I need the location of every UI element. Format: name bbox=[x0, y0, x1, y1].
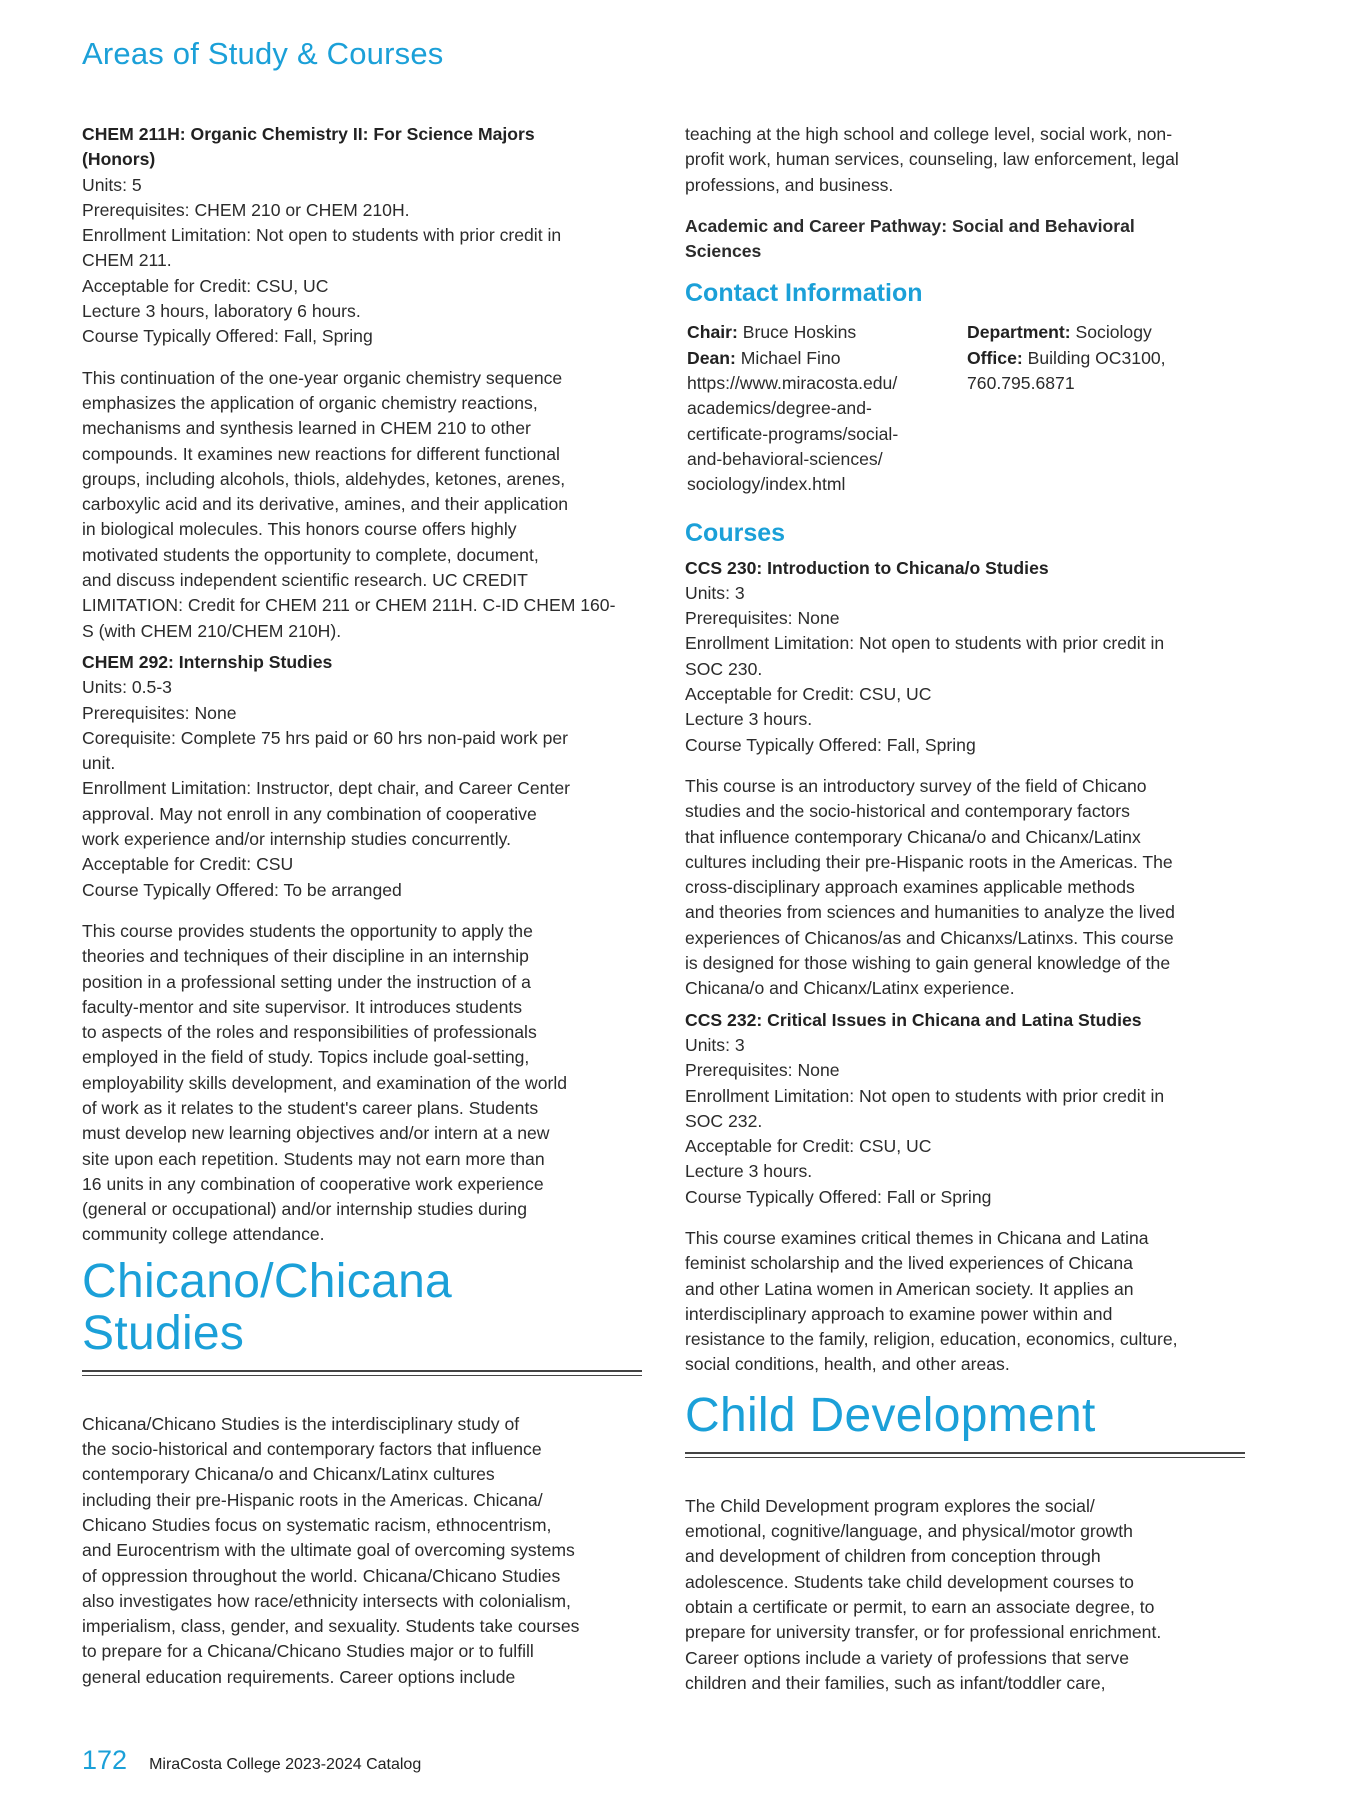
text-line: Chicano Studies focus on systematic racism, ethnocentrism, bbox=[82, 1514, 552, 1535]
text-line: and other Latina women in American society. It applies an bbox=[685, 1278, 1134, 1299]
text-line: emotional, cognitive/language, and physical/motor growth bbox=[685, 1521, 1133, 1542]
text-line: Enrollment Limitation: Instructor, dept chair, and Career Center bbox=[82, 778, 570, 799]
text-line: SOC 230. bbox=[685, 658, 763, 679]
text-line: that influence contemporary Chicana/o and Chicanx/Latinx bbox=[685, 826, 1141, 847]
text-line: of oppression throughout the world. Chicana/Chicano Studies bbox=[82, 1565, 561, 1586]
text-line: SOC 232. bbox=[685, 1110, 763, 1131]
text-line: work experience and/or internship studies concurrently. bbox=[82, 829, 511, 850]
running-head: Areas of Study & Courses bbox=[82, 36, 444, 71]
text-line: theories and techniques of their discipline in an internship bbox=[82, 946, 529, 967]
text-line: resistance to the family, religion, education, economics, culture, bbox=[685, 1329, 1178, 1350]
text-line: in biological molecules. This honors course offers highly bbox=[82, 519, 517, 540]
text-line: adolescence. Students take child development courses to bbox=[685, 1571, 1134, 1592]
text-line: also investigates how race/ethnicity intersects with colonialism, bbox=[82, 1590, 571, 1611]
text-line: LIMITATION: Credit for CHEM 211 or CHEM 211H. C-ID CHEM 160- bbox=[82, 595, 616, 616]
text-line: This course provides students the opportunity to apply the bbox=[82, 920, 533, 941]
office-location: Building OC3100, bbox=[1027, 347, 1166, 368]
course-description-ccs232 bbox=[685, 1226, 1245, 1378]
section-title-child-development bbox=[685, 1390, 1245, 1442]
text-line: unit. bbox=[82, 753, 116, 774]
text-line: CHEM 292: Internship Studies bbox=[82, 651, 333, 672]
text-line: studies and the socio-historical and contemporary factors bbox=[685, 801, 1130, 822]
text-line: Course Typically Offered: Fall or Spring bbox=[685, 1186, 992, 1207]
course-details-ccs230 bbox=[685, 581, 1245, 758]
text-line: CCS 232: Critical Issues in Chicana and Latina Studies bbox=[685, 1009, 1142, 1030]
text-line: must develop new learning objectives and/or intern at a new bbox=[82, 1123, 550, 1144]
text-line: sociology/index.html bbox=[687, 474, 846, 495]
text-line: CHEM 211H: Organic Chemistry II: For Science Majors bbox=[82, 124, 535, 144]
text-line: certificate-programs/social- bbox=[687, 423, 899, 444]
course-title-chem211h bbox=[82, 122, 642, 173]
chair-label: Chair: bbox=[687, 322, 738, 343]
course-description-chem211h bbox=[82, 366, 642, 644]
text-line: https://www.miracosta.edu/ bbox=[687, 373, 898, 394]
office-label: Office: bbox=[967, 347, 1023, 368]
course-description-ccs230 bbox=[685, 774, 1245, 1002]
course-details-ccs232 bbox=[685, 1033, 1245, 1210]
course-details-chem211h bbox=[82, 173, 642, 350]
text-line: and theories from sciences and humanities to analyze the lived bbox=[685, 902, 1175, 923]
text-line: cross-disciplinary approach examines applicable methods bbox=[685, 877, 1135, 898]
page-footer bbox=[82, 1745, 421, 1776]
text-line: Units: 0.5-3 bbox=[82, 677, 172, 698]
text-line: cultures including their pre-Hispanic roots in the Americas. The bbox=[685, 851, 1173, 872]
text-line: Acceptable for Credit: CSU, UC bbox=[82, 275, 329, 296]
text-line: social conditions, health, and other areas. bbox=[685, 1354, 1010, 1375]
text-line: This course is an introductory survey of the field of Chicano bbox=[685, 775, 1147, 796]
text-line: faculty-mentor and site supervisor. It introduces students bbox=[82, 996, 523, 1017]
text-line: Academic and Career Pathway: Social and Behavioral bbox=[685, 215, 1135, 236]
text-line: Studies bbox=[82, 1306, 245, 1360]
contact-information bbox=[685, 320, 1245, 497]
text-line: Career options include a variety of professions that serve bbox=[685, 1647, 1129, 1668]
text-line: 16 units in any combination of cooperative work experience bbox=[82, 1173, 544, 1194]
text-line: This continuation of the one-year organic chemistry sequence bbox=[82, 367, 563, 388]
text-line: Child Development bbox=[685, 1388, 1096, 1442]
left-column bbox=[82, 122, 642, 1690]
text-line: general education requirements. Career options include bbox=[82, 1666, 516, 1687]
text-line: Enrollment Limitation: Not open to students with prior credit in bbox=[82, 225, 562, 246]
text-line: Chicano/Chicana bbox=[82, 1254, 453, 1308]
text-line: and Eurocentrism with the ultimate goal of overcoming systems bbox=[82, 1540, 575, 1561]
text-line: Prerequisites: None bbox=[685, 608, 840, 629]
text-line: academics/degree-and- bbox=[687, 398, 872, 419]
course-details-chem292 bbox=[82, 675, 642, 903]
text-line: Prerequisites: CHEM 210 or CHEM 210H. bbox=[82, 199, 410, 220]
text-line: CCS 230: Introduction to Chicana/o Studies bbox=[685, 557, 1049, 578]
department-row bbox=[967, 320, 1207, 345]
text-line: Enrollment Limitation: Not open to students with prior credit in bbox=[685, 1085, 1165, 1106]
department-label: Department: bbox=[967, 322, 1071, 343]
text-line: approval. May not enroll in any combination of cooperative bbox=[82, 803, 537, 824]
text-line: Lecture 3 hours. bbox=[685, 709, 813, 730]
contact-left bbox=[687, 320, 943, 497]
text-line: to aspects of the roles and responsibilities of professionals bbox=[82, 1022, 537, 1043]
text-line: including their pre-Hispanic roots in the Americas. Chicana/ bbox=[82, 1489, 543, 1510]
text-line: professions, and business. bbox=[685, 174, 894, 195]
text-line: Prerequisites: None bbox=[685, 1060, 840, 1081]
text-line: children and their families, such as infant/toddler care, bbox=[685, 1672, 1106, 1693]
text-line: S (with CHEM 210/CHEM 210H). bbox=[82, 620, 342, 641]
program-intro-continued bbox=[685, 122, 1245, 198]
text-line: to prepare for a Chicana/Chicano Studies major or to fulfill bbox=[82, 1641, 534, 1662]
text-line: of work as it relates to the student's career plans. Students bbox=[82, 1097, 539, 1118]
text-line: Course Typically Offered: Fall, Spring bbox=[82, 326, 373, 347]
text-line: Units: 3 bbox=[685, 1034, 745, 1055]
right-column bbox=[685, 122, 1245, 1696]
text-line: and development of children from conception through bbox=[685, 1546, 1101, 1567]
text-line: compounds. It examines new reactions for different functional bbox=[82, 443, 560, 464]
course-title-chem292 bbox=[82, 650, 642, 675]
text-line: CHEM 211. bbox=[82, 250, 172, 271]
text-line: Acceptable for Credit: CSU, UC bbox=[685, 1136, 932, 1157]
catalog-name: MiraCosta College 2023-2024 Catalog bbox=[149, 1756, 422, 1773]
text-line: Acceptable for Credit: CSU, UC bbox=[685, 684, 932, 705]
text-line: Chicana/o and Chicanx/Latinx experience. bbox=[685, 978, 1015, 999]
dean-label: Dean: bbox=[687, 347, 736, 368]
page-number: 172 bbox=[82, 1745, 128, 1775]
text-line: is designed for those wishing to gain general knowledge of the bbox=[685, 953, 1171, 974]
text-line: emphasizes the application of organic chemistry reactions, bbox=[82, 392, 538, 413]
text-line: interdisciplinary approach to examine power within and bbox=[685, 1303, 1113, 1324]
department-url-link[interactable] bbox=[687, 371, 943, 497]
text-line: Units: 5 bbox=[82, 174, 142, 195]
text-line: Lecture 3 hours. bbox=[685, 1161, 813, 1182]
text-line: and-behavioral-sciences/ bbox=[687, 448, 883, 469]
course-title-ccs230 bbox=[685, 556, 1245, 581]
text-line: Course Typically Offered: To be arranged bbox=[82, 879, 402, 900]
text-line: Units: 3 bbox=[685, 582, 745, 603]
chair-row bbox=[687, 320, 943, 345]
office-phone: 760.795.6871 bbox=[967, 373, 1075, 394]
contact-right bbox=[967, 320, 1207, 497]
text-line: employed in the field of study. Topics include goal-setting, bbox=[82, 1047, 530, 1068]
chair-name: Bruce Hoskins bbox=[742, 322, 857, 343]
section-divider bbox=[685, 1452, 1245, 1458]
text-line: The Child Development program explores the social/ bbox=[685, 1495, 1095, 1516]
text-line: Chicana/Chicano Studies is the interdisciplinary study of bbox=[82, 1413, 520, 1434]
text-line: teaching at the high school and college level, social work, non- bbox=[685, 124, 1173, 144]
career-pathway bbox=[685, 214, 1245, 265]
text-line: Acceptable for Credit: CSU bbox=[82, 854, 294, 875]
dean-name: Michael Fino bbox=[740, 347, 841, 368]
text-line: (general or occupational) and/or internship studies during bbox=[82, 1199, 527, 1220]
dean-row bbox=[687, 346, 943, 371]
text-line: the socio-historical and contemporary factors that influence bbox=[82, 1439, 542, 1460]
text-line: groups, including alcohols, thiols, aldehydes, ketones, arenes, bbox=[82, 468, 566, 489]
department-name: Sociology bbox=[1075, 322, 1152, 343]
text-line: Enrollment Limitation: Not open to students with prior credit in bbox=[685, 633, 1165, 654]
text-line: position in a professional setting under the instruction of a bbox=[82, 971, 531, 992]
text-line: and discuss independent scientific research. UC CREDIT bbox=[82, 570, 528, 591]
text-line: motivated students the opportunity to complete, document, bbox=[82, 544, 539, 565]
text-line: Prerequisites: None bbox=[82, 702, 237, 723]
course-title-ccs232 bbox=[685, 1008, 1245, 1033]
text-line: carboxylic acid and its derivative, amines, and their application bbox=[82, 494, 569, 515]
text-line: mechanisms and synthesis learned in CHEM 210 to other bbox=[82, 418, 531, 439]
text-line: Corequisite: Complete 75 hrs paid or 60 hrs non-paid work per bbox=[82, 727, 569, 748]
text-line: prepare for university transfer, or for professional enrichment. bbox=[685, 1622, 1162, 1643]
text-line: Course Typically Offered: Fall, Spring bbox=[685, 734, 976, 755]
program-intro-chicano-studies bbox=[82, 1412, 642, 1690]
text-line: experiences of Chicanos/as and Chicanxs/Latinxs. This course bbox=[685, 927, 1174, 948]
text-line: site upon each repetition. Students may not earn more than bbox=[82, 1148, 545, 1169]
course-description-chem292 bbox=[82, 919, 642, 1248]
text-line: employability skills development, and examination of the world bbox=[82, 1072, 568, 1093]
program-intro-child-development bbox=[685, 1494, 1245, 1696]
text-line: obtain a certificate or permit, to earn an associate degree, to bbox=[685, 1596, 1155, 1617]
text-line: contemporary Chicana/o and Chicanx/Latinx cultures bbox=[82, 1464, 495, 1485]
text-line: imperialism, class, gender, and sexuality. Students take courses bbox=[82, 1616, 580, 1637]
courses-heading: Courses bbox=[685, 518, 786, 547]
section-title-chicano-studies bbox=[82, 1256, 642, 1360]
text-line: Sciences bbox=[685, 241, 762, 262]
text-line: feminist scholarship and the lived experiences of Chicana bbox=[685, 1253, 1133, 1274]
text-line: (Honors) bbox=[82, 149, 156, 170]
office-row bbox=[967, 346, 1207, 371]
text-line: profit work, human services, counseling, law enforcement, legal bbox=[685, 149, 1179, 170]
contact-information-heading: Contact Information bbox=[685, 279, 923, 308]
text-line: Lecture 3 hours, laboratory 6 hours. bbox=[82, 301, 361, 322]
text-line: This course examines critical themes in Chicana and Latina bbox=[685, 1227, 1149, 1248]
text-line: community college attendance. bbox=[82, 1224, 325, 1245]
section-divider bbox=[82, 1370, 642, 1376]
